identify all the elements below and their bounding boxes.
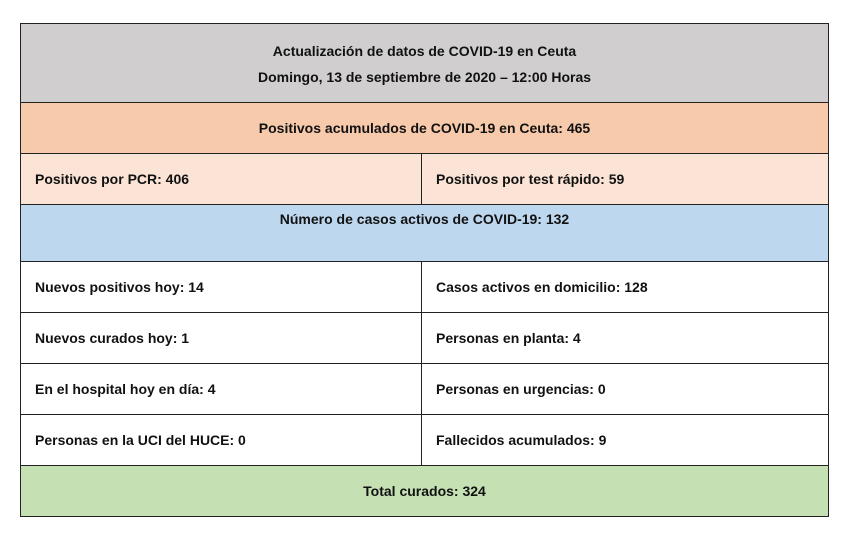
detail-row — [21, 313, 829, 364]
report-title: Actualización de datos de COVID-19 en Ceuta — [272, 43, 577, 59]
in-hospital-today: En el hospital hoy en día: 4 — [21, 364, 422, 415]
people-in-emergency: Personas en urgencias: 0 — [422, 364, 829, 415]
pcr-positives: Positivos por PCR: 406 — [21, 154, 422, 205]
icu-patients: Personas en la UCI del HUCE: 0 — [21, 415, 422, 466]
breakdown-row — [21, 154, 829, 205]
active-cases-row — [21, 205, 829, 262]
header-cell — [21, 24, 829, 103]
report-date: Domingo, 13 de septiembre de 2020 – 12:00 Horas — [257, 69, 592, 85]
detail-row — [21, 262, 829, 313]
cumulative-row — [21, 103, 829, 154]
detail-row — [21, 364, 829, 415]
detail-row — [21, 415, 829, 466]
covid-report-table — [20, 23, 829, 517]
total-recovered: Total curados: 324 — [21, 466, 829, 517]
rapid-test-positives: Positivos por test rápido: 59 — [422, 154, 829, 205]
header-row — [21, 24, 829, 103]
recovered-row — [21, 466, 829, 517]
active-cases: Número de casos activos de COVID-19: 132 — [21, 205, 829, 262]
cumulative-positives: Positivos acumulados de COVID-19 en Ceuta: 465 — [21, 103, 829, 154]
new-recovered-today: Nuevos curados hoy: 1 — [21, 313, 422, 364]
people-in-ward: Personas en planta: 4 — [422, 313, 829, 364]
new-positives-today: Nuevos positivos hoy: 14 — [21, 262, 422, 313]
active-at-home: Casos activos en domicilio: 128 — [422, 262, 829, 313]
cumulative-deaths: Fallecidos acumulados: 9 — [422, 415, 829, 466]
